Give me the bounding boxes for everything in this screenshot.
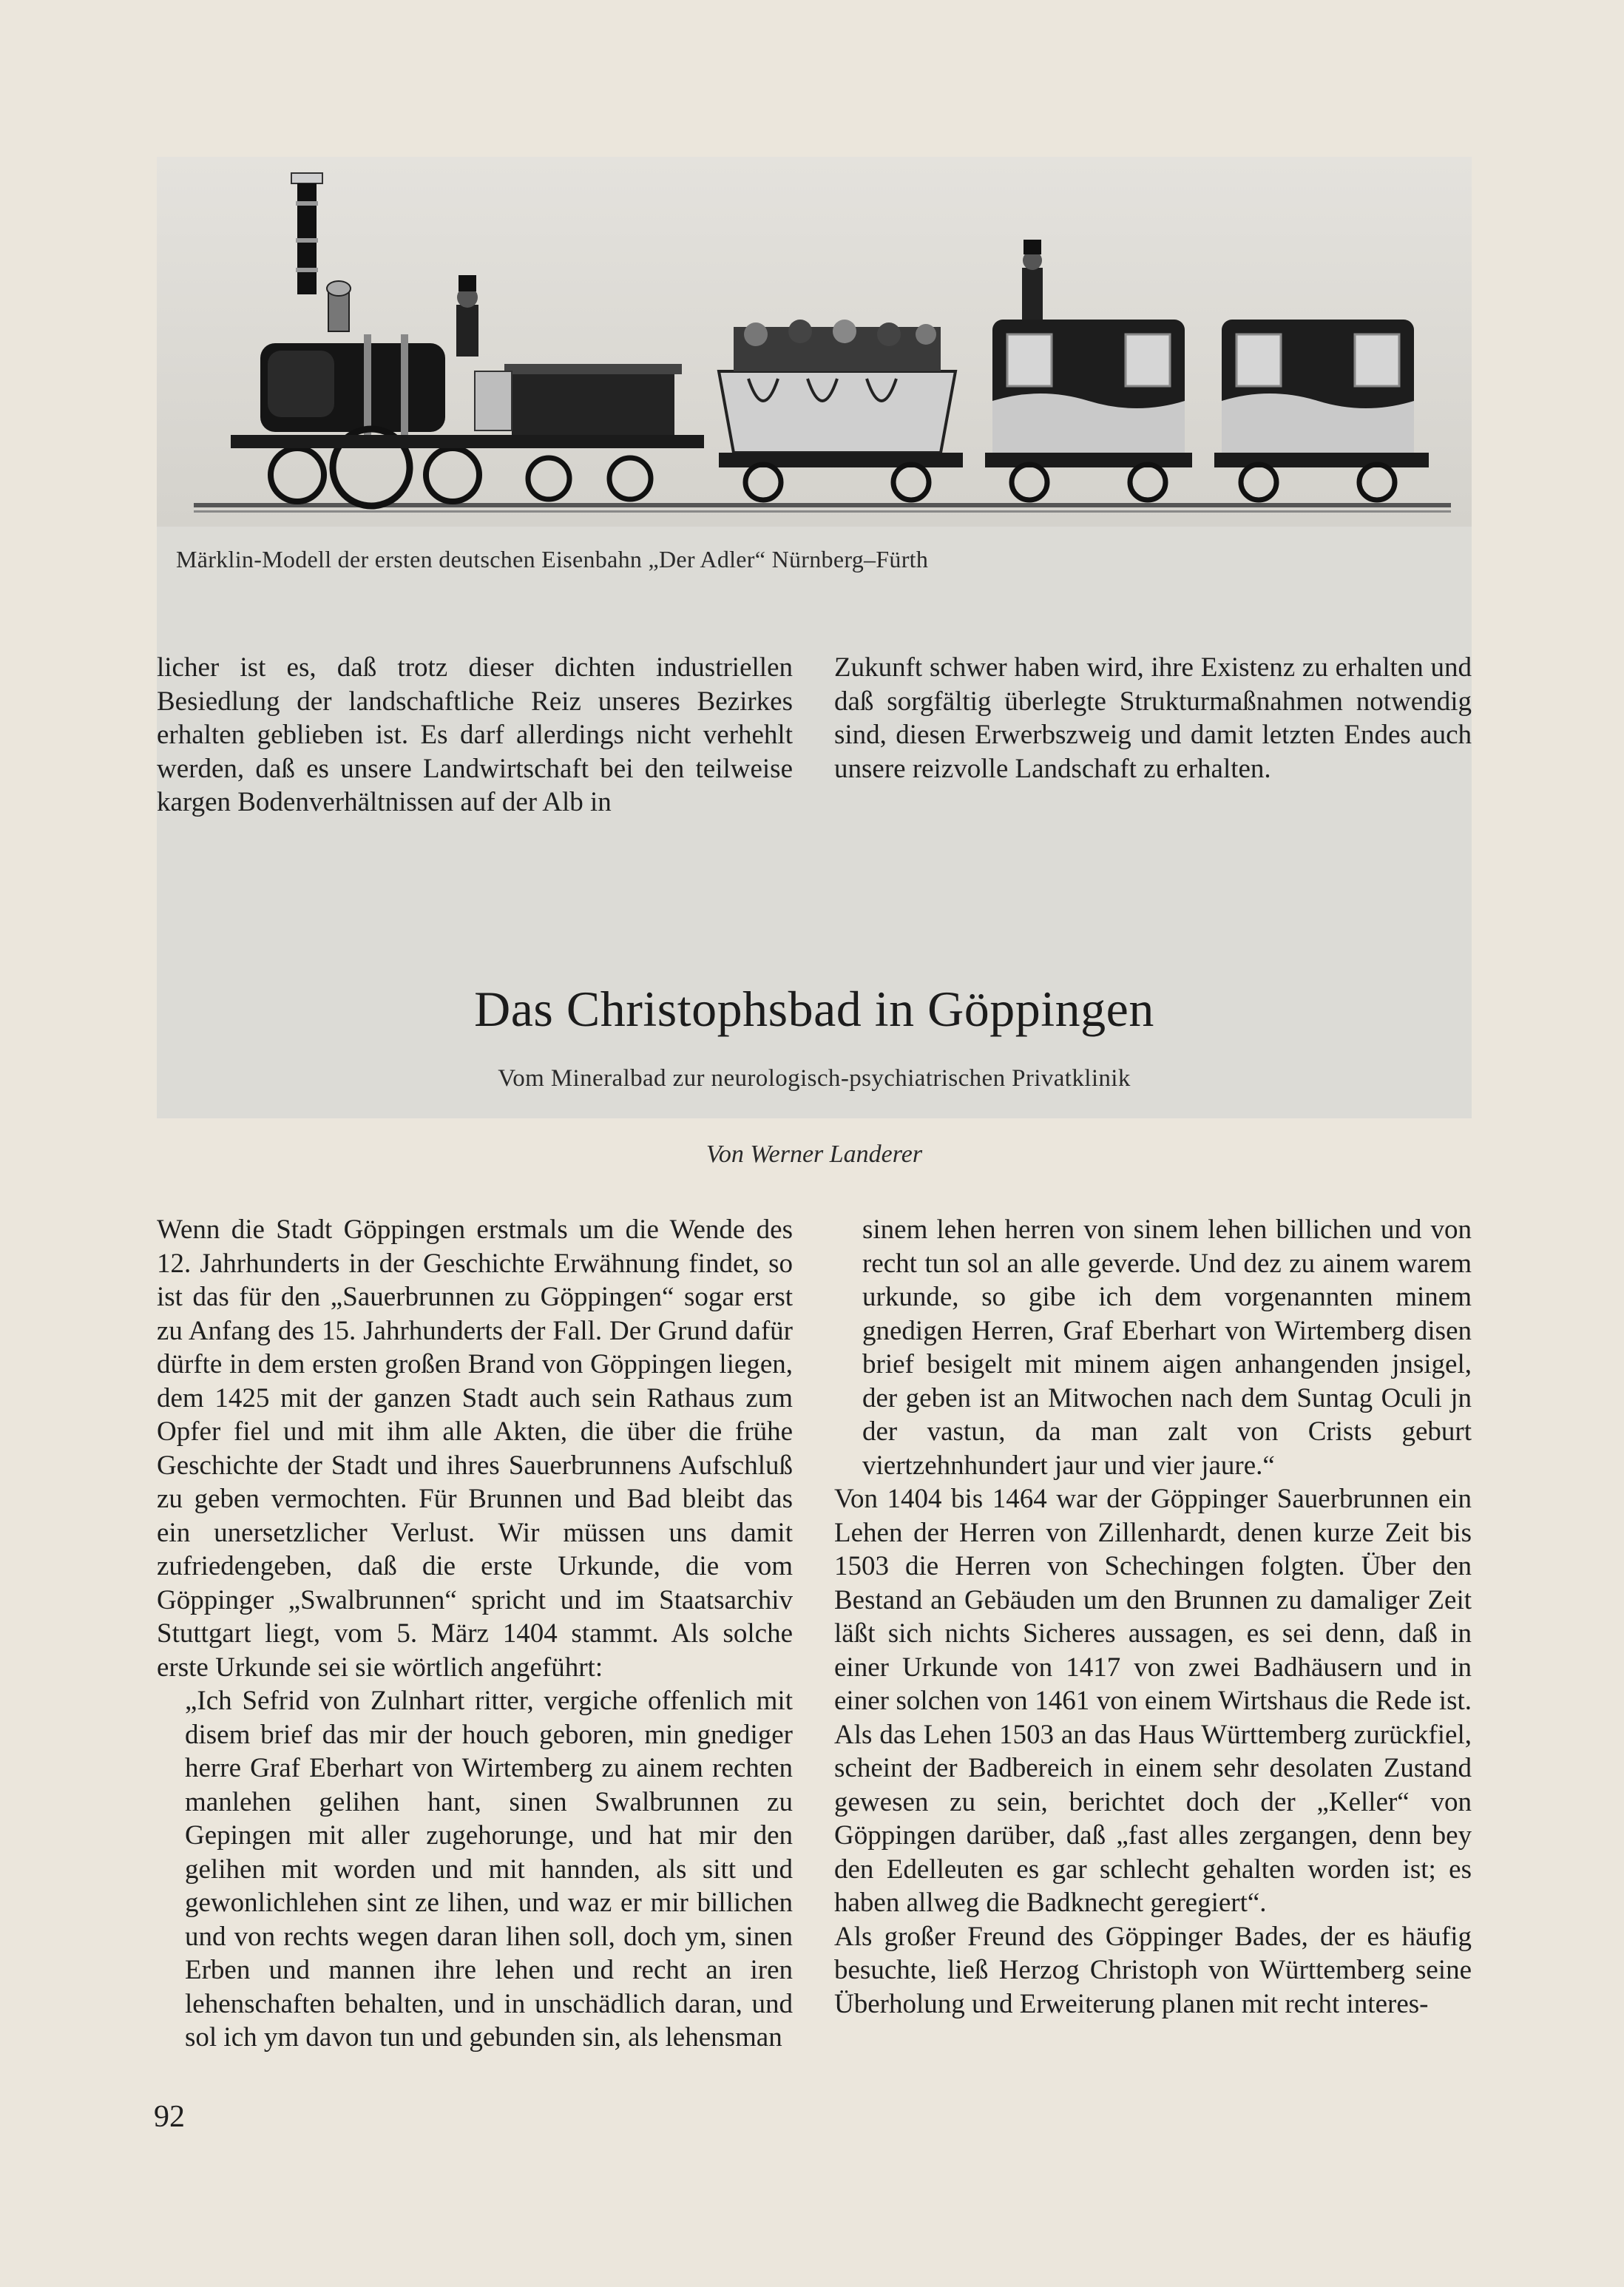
top-left-column: [157, 651, 793, 820]
train-model-illustration: [157, 157, 1472, 527]
article-subtitle: Vom Mineralbad zur neurologisch-psychiatrischen Privatklinik: [498, 1065, 1131, 1092]
article-author: Von Werner Landerer: [706, 1141, 923, 1168]
article-right-column: [834, 1213, 1472, 2021]
intro-paragraph: Wenn die Stadt Göppingen erstmals um die Wende des 12. Jahrhunderts in der Geschichte Erwähnung findet, so ist das für den „Sauerbrunnen zu Göppingen“ sogar erst zu Anfang des 15. Jahrhunderts der Fall. Der Grund dafür dürfte in dem ersten großen Brand von Göppingen liegen, dem 1425 mit der ganzen Stadt auch sein Rathaus zum Opfer fiel und mit ihm alle Akten, die über die frühe Geschichte der Stadt und ihres Sauerbrunnens Aufschluß zu geben vermochten. Für Brunnen und Bad bleibt das ein unersetzlicher Verlust. Wir müssen uns damit zufriedengeben, daß die erste Urkunde, die vom Göppinger „Swalbrunnen“ spricht und im Staatsarchiv Stuttgart liegt, vom 5. März 1404 stammt. Als solche erste Urkunde sei sie wörtlich angeführt:: [157, 1215, 793, 1683]
herzog-paragraph: Als großer Freund des Göppinger Bades, der es häufig besuchte, ließ Herzog Christoph von Württemberg seine Überholung und Erweiterung planen mit recht interes-: [834, 1921, 1472, 2019]
article-left-column: [157, 1213, 793, 2055]
top-right-paragraph: Zukunft schwer haben wird, ihre Existenz zu erhalten und daß sorgfältig überlegte Strukturmaßnahmen notwendig sind, diesen Erwerbszweig und damit letzten Endes auch unsere reizvolle Landschaft zu erhalten.: [834, 652, 1472, 784]
top-right-column: [834, 651, 1472, 786]
history-paragraph: Von 1404 bis 1464 war der Göppinger Sauerbrunnen ein Lehen der Herren von Zillenhardt, denen kurze Zeit bis 1503 die Herren von Schechingen folgten. Über den Bestand an Gebäuden um den Brunnen zu damaliger Zeit läßt sich nichts Sicheres aussagen, es sei denn, daß in einer Urkunde von 1417 von zwei Badhäusern und in einer solchen von 1461 von einem Wirtshaus die Rede ist. Als das Lehen 1503 an das Haus Württemberg zurückfiel, scheint der Badbereich in einem sehr desolaten Zustand gewesen zu sein, berichtet doch der „Keller“ von Göppingen darüber, daß „fast alles zergangen, denn bey den Edelleuten es gar schlecht gehalten worden ist; es haben allweg die Badknecht geregiert“.: [834, 1484, 1472, 1918]
page-number: 92: [154, 2100, 185, 2134]
top-left-paragraph: licher ist es, daß trotz dieser dichten industriellen Besiedlung der landschaftliche Reiz unseres Bezirkes erhalten geblieben ist. Es darf allerdings nicht verhehlt werden, daß es unsere Landwirtschaft bei den teilweise kargen Bodenverhältnissen auf der Alb in: [157, 652, 793, 817]
figure-caption: Märklin-Modell der ersten deutschen Eisenbahn „Der Adler“ Nürnberg–Fürth: [176, 546, 929, 572]
document-quote-continued: sinem lehen herren von sinem lehen billichen und von recht tun sol an alle geverde. Und dez zu ainem warem urkunde, so gibe ich dem vorgenannten minem gnedigen Herren, Graf Eberhart von Wirtemberg disen brief besigelt mit minem aigen anhangenden jnsigel, der geben ist an Mitwochen nach dem Suntag Oculi jn der vastun, da man zalt von Crists geburt viertzehnhundert jaur und vier jaure.“: [862, 1215, 1472, 1481]
train-model-photo: [157, 157, 1472, 527]
article-title: Das Christophsbad in Göppingen: [474, 981, 1154, 1037]
document-quote: „Ich Sefrid von Zulnhart ritter, vergiche offenlich mit disem brief das mir der houch geboren, min gnediger herre Graf Eberhart von Wirtemberg zu ainem rechten manlehen gelihen hant, sinen Swalbrunnen zu Gepingen mit aller zugehorunge, und hat mir den gelihen mit worden und mit hannden, als sitt und gewonlichlehen sint ze lihen, und waz er mir billichen und von rechts wegen daran lihen soll, doch ym, sinen Erben und mannen ihre lehen und recht an iren lehenschaften behalten, und in unschädlich daran, und sol ich ym davon tun und gebunden sin, als lehensman: [185, 1686, 793, 2053]
